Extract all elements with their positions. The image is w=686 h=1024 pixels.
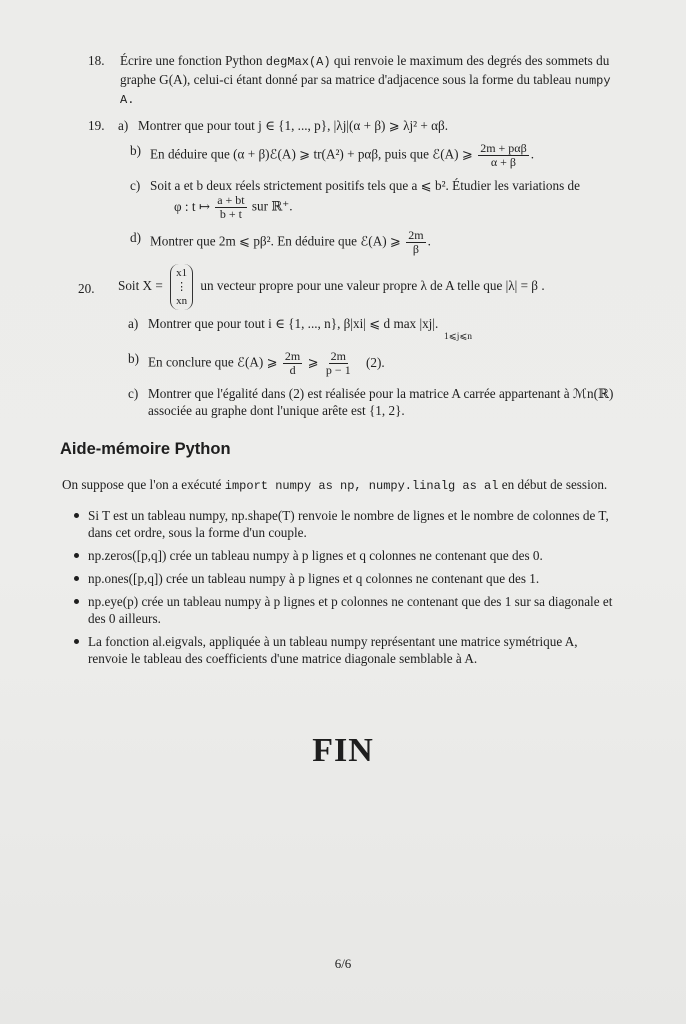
subquestion-text: Montrer que 2m ⩽ pβ². En déduire que ℰ(A) ⩾ (150, 233, 401, 249)
intro-text: On suppose que l'on a exécuté (62, 477, 222, 492)
subquestion-label: b) (130, 143, 141, 158)
fraction-numerator: 2m (284, 349, 301, 363)
fraction (478, 142, 529, 169)
list-item-text: np.ones([p,q]) crée un tableau numpy à p lignes et q colonnes ne contenant que des 1. (88, 571, 540, 586)
subquestion-text: Soit a et b deux réels strictement positifs tels que a ⩽ b². Étudier les variations de (150, 178, 580, 193)
code-snippet: import numpy as np, numpy.linalg as al (224, 479, 499, 493)
max-subscript: 1⩽j⩽n (444, 332, 473, 342)
list-item (88, 633, 618, 667)
question-18 (88, 52, 618, 109)
bullet-icon (74, 639, 79, 644)
subquestion-label: a) (128, 316, 139, 331)
subquestion-label: b) (128, 351, 139, 366)
intro-text: en début de session. (501, 477, 608, 492)
list-item (88, 570, 618, 587)
inequality-sign: ⩾ (307, 354, 319, 370)
fraction (283, 350, 302, 377)
phi-definition: φ : t ↦ (174, 198, 210, 214)
question-20-statement (118, 264, 618, 310)
fraction-numerator: 2m (408, 228, 424, 242)
fraction-denominator: b + t (219, 207, 242, 221)
vector-entry: ⋮ (176, 281, 188, 293)
fraction-numerator: 2m (330, 349, 346, 363)
list-item-text: np.zeros([p,q]) crée un tableau numpy à p lignes et q colonnes ne contenant que des 0. (88, 548, 543, 563)
subquestion-b: b) En déduire que (α + β)ℰ(A) ⩾ tr(A²) + pαβ, puis que ℰ(A) ⩾ $\frac{\text{2m + pαβ}}{\alpha + \beta}$ . (130, 141, 534, 169)
subquestion-text: En conclure que ℰ(A) ⩾ (148, 354, 278, 370)
question-text: qui renvoie le maximum des degrés des sommets du graphe G(A), celui-ci étant donné par sa matrice d'adjacence sous la forme du tableau (120, 53, 610, 87)
subquestion-label: d) (130, 230, 141, 245)
fraction (215, 194, 246, 221)
bullet-icon (74, 553, 79, 558)
fraction-denominator: d (289, 363, 296, 377)
vector-entry: x1 (176, 267, 188, 279)
end-marker: FIN (312, 732, 374, 769)
python-reminders-list (88, 507, 618, 667)
fraction-denominator: p − 1 (325, 363, 351, 377)
fraction (406, 229, 425, 256)
bullet-icon (74, 513, 79, 518)
subquestion-c (128, 385, 618, 419)
question-number: 18. (88, 53, 105, 68)
vector-entry: xn (176, 295, 188, 307)
column-vector (170, 264, 193, 310)
fraction-denominator: α + β (490, 155, 517, 169)
list-item (88, 507, 618, 541)
question-text: Soit X = (118, 278, 163, 294)
bullet-icon (74, 599, 79, 604)
list-item-text: La fonction al.eigvals, appliquée à un tableau numpy représentant une matrice symétrique A, renvoie le tableau des coefficients d'une matrice diagonale semblable à A. (88, 634, 578, 666)
subquestion-b (128, 350, 618, 377)
question-number: 19. (88, 118, 105, 133)
question-number: 20. (78, 281, 95, 296)
question-20 (78, 264, 618, 419)
subquestion-text: Montrer que pour tout j ∈ {1, ..., p}, |λj|(α + β) ⩾ λj² + αβ. (138, 118, 449, 133)
question-text: Écrire une fonction Python (120, 53, 263, 68)
bullet-icon (74, 576, 79, 581)
subquestion-label: c) (130, 178, 141, 193)
subquestion-c (130, 177, 618, 221)
fraction-numerator: a + bt (217, 193, 245, 207)
subquestion-text: En déduire que (α + β)ℰ(A) ⩾ tr(A²) + pαβ, puis que ℰ(A) ⩾ (150, 146, 473, 162)
subquestion-d: d) Montrer que 2m ⩽ pβ². En déduire que ℰ(A) ⩾ $\frac{2m}{\beta}$ . (130, 228, 431, 256)
section-intro (62, 476, 618, 495)
subquestion-label: a) (118, 118, 129, 133)
page-content (60, 52, 618, 673)
page-number: 6/6 (334, 956, 352, 971)
equation-tag: (2). (366, 354, 385, 370)
code-snippet: numpy A. (120, 74, 611, 107)
code-snippet: degMax(A) (265, 55, 331, 69)
question-19 (88, 117, 618, 256)
list-item (88, 593, 618, 627)
list-item-text: np.eye(p) crée un tableau numpy à p lignes et p colonnes ne contenant que des 1 sur sa diagonale et des 0 ailleurs. (88, 594, 613, 626)
subquestion-label: c) (128, 386, 139, 401)
fraction-denominator: β (412, 242, 419, 256)
subquestion-text: Montrer que pour tout i ∈ {1, ..., n}, β|xi| ⩽ d max |xj|. (148, 316, 439, 331)
subquestion-text: Montrer que l'égalité dans (2) est réalisée pour la matrice A carrée appartenant à ℳn(ℝ) associée au graphe dont l'unique arête est {1, 2}. (148, 386, 614, 418)
list-item-text: Si T est un tableau numpy, np.shape(T) renvoie le nombre de lignes et le nombre de colonnes de T, dans cet ordre, sous la forme d'un couple. (88, 508, 609, 540)
fraction (324, 350, 353, 377)
fraction-numerator: 2m + pαβ (480, 141, 527, 155)
list-item (88, 547, 618, 564)
question-text: un vecteur propre pour une valeur propre λ de A telle que |λ| = β . (200, 278, 545, 294)
subquestion-a (128, 315, 618, 342)
subquestion-a (118, 117, 618, 134)
subquestion-text: sur ℝ⁺. (251, 198, 293, 214)
section-title: Aide-mémoire Python (60, 440, 231, 458)
